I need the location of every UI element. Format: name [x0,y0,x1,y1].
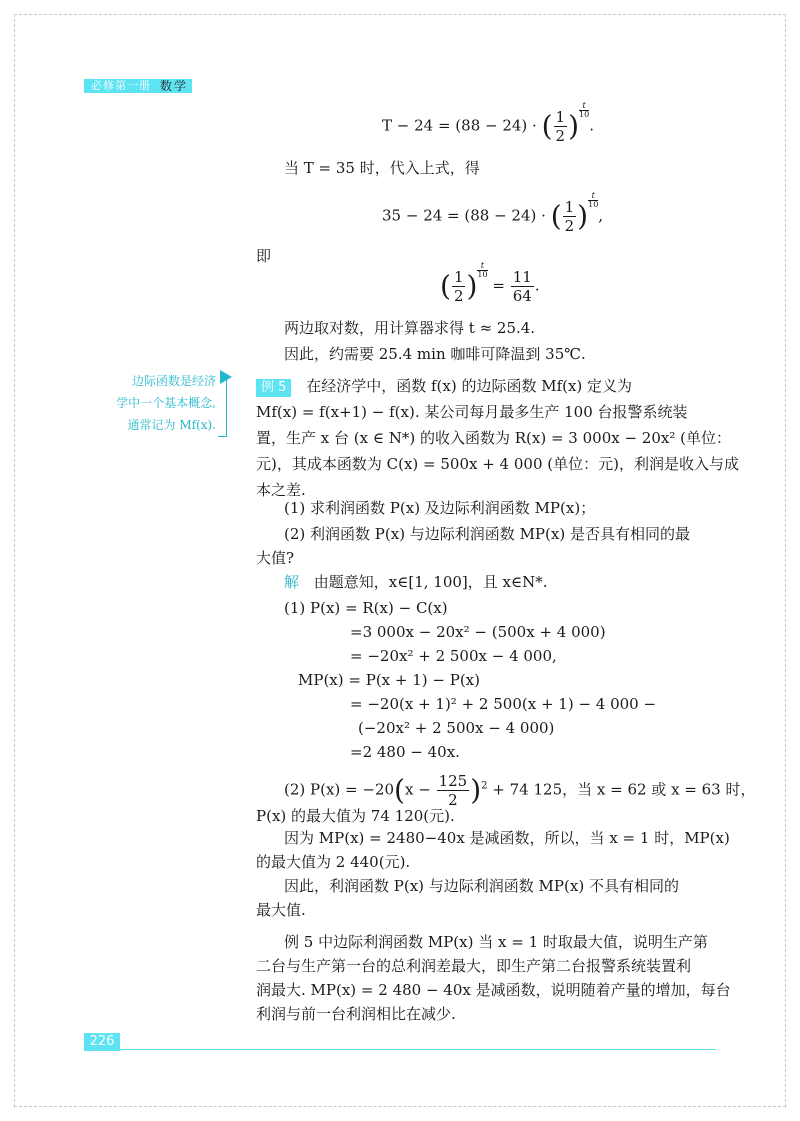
closing-line-4: 利润与前一台利润相比在减少. [256,1005,456,1023]
closing-line-2: 二台与生产第一台的总利润差最大，即生产第二台报警系统装置利 [256,957,692,975]
solution-step-5: = −20(x + 1)² + 2 500(x + 1) − 4 000 − [350,695,657,713]
side-note-line2: 学中一个基本概念, [116,396,216,410]
equation-3: ( $\frac{1}{2}$ ) $\frac{t}{10}$ = $\frac{11}{64}$ . [440,261,540,305]
equation-1: T − 24 = (88 − 24) · ( $\frac{1}{2}$ ) $\frac{t}{10}$ . [382,101,594,145]
solution-step-1: (1) P(x) = R(x) − C(x) [284,599,448,617]
solution-intro: 解 由题意知，x∈[1, 100]，且 x∈N*. [284,573,548,591]
mp-line-1: 因为 MP(x) = 2480−40x 是减函数，所以，当 x = 1 时，MP(x) [284,829,730,847]
eq1-left: T − 24 = (88 − 24) · [382,116,537,135]
solution-label: 解 [284,573,300,591]
part2-max: P(x) 的最大值为 74 120(元). [256,807,455,825]
example-line-2: Mf(x) = f(x+1) − f(x). 某公司每月最多生产 100 台报警系统装 [256,403,688,421]
closing-line-3: 润最大. MP(x) = 2 480 − 40x 是减函数，说明随着产量的增加，每台 [256,981,731,999]
example-line-4: 元)，其成本函数为 C(x) = 500x + 4 000 (单位：元)，利润是收入与成 [256,455,739,473]
header-subject: 数学 [160,79,189,93]
conclusion-1: 因此，利润函数 P(x) 与边际利润函数 MP(x) 不具有相同的 [284,877,679,895]
conclusion-2: 最大值. [256,901,306,919]
eq2-left: 35 − 24 = (88 − 24) · [382,206,546,225]
when-T-line: 当 T = 35 时，代入上式，得 [284,159,480,177]
closing-line-1: 例 5 中边际利润函数 MP(x) 当 x = 1 时取最大值，说明生产第 [284,933,708,951]
log-line: 两边取对数，用计算器求得 t ≈ 25.4. [284,319,536,337]
solution-step-3: = −20x² + 2 500x − 4 000, [350,647,557,665]
side-note-line1: 边际函数是经济 [131,374,216,388]
mp-line-2: 的最大值为 2 440(元). [256,853,411,871]
therefore-line: 因此，约需要 25.4 min 咖啡可降温到 35℃. [284,345,586,363]
solution-step-7: =2 480 − 40x. [350,743,460,761]
question-2a: (2) 利润函数 P(x) 与边际利润函数 MP(x) 是否具有相同的最 [284,525,690,543]
equation-2: 35 − 24 = (88 − 24) · ( $\frac{1}{2}$ ) $\frac{t}{10}$ , [382,191,604,235]
footer-line [120,1049,716,1050]
example-line-1: 例 5 在经济学中，函数 f(x) 的边际函数 Mf(x) 定义为 [256,376,632,397]
question-1: (1) 求利润函数 P(x) 及边际利润函数 MP(x)； [284,499,596,517]
note-bracket [218,380,227,437]
example-badge: 例 5 [256,379,291,397]
solution-step-4: MP(x) = P(x + 1) − P(x) [298,671,480,689]
ji-label: 即 [256,247,272,265]
header-series: 必修第一册 [91,79,151,92]
question-2b: 大值? [256,549,295,567]
example-line-5: 本之差. [256,481,306,499]
page-number: 226 [84,1033,120,1051]
side-note-line3: 通常记为 Mf(x). [127,418,216,432]
part2-equation: (2) P(x) = −20(x − $\frac{125}{2}$ )$^2$ + 74 125，当 x = 62 或 x = 63 时， [284,772,756,809]
solution-step-2: =3 000x − 20x² − (500x + 4 000) [350,623,606,641]
solution-step-6: (−20x² + 2 500x − 4 000) [358,719,555,737]
example-line-3: 置，生产 x 台 (x ∈ N*) 的收入函数为 R(x) = 3 000x − 20x² (单位： [256,429,731,447]
